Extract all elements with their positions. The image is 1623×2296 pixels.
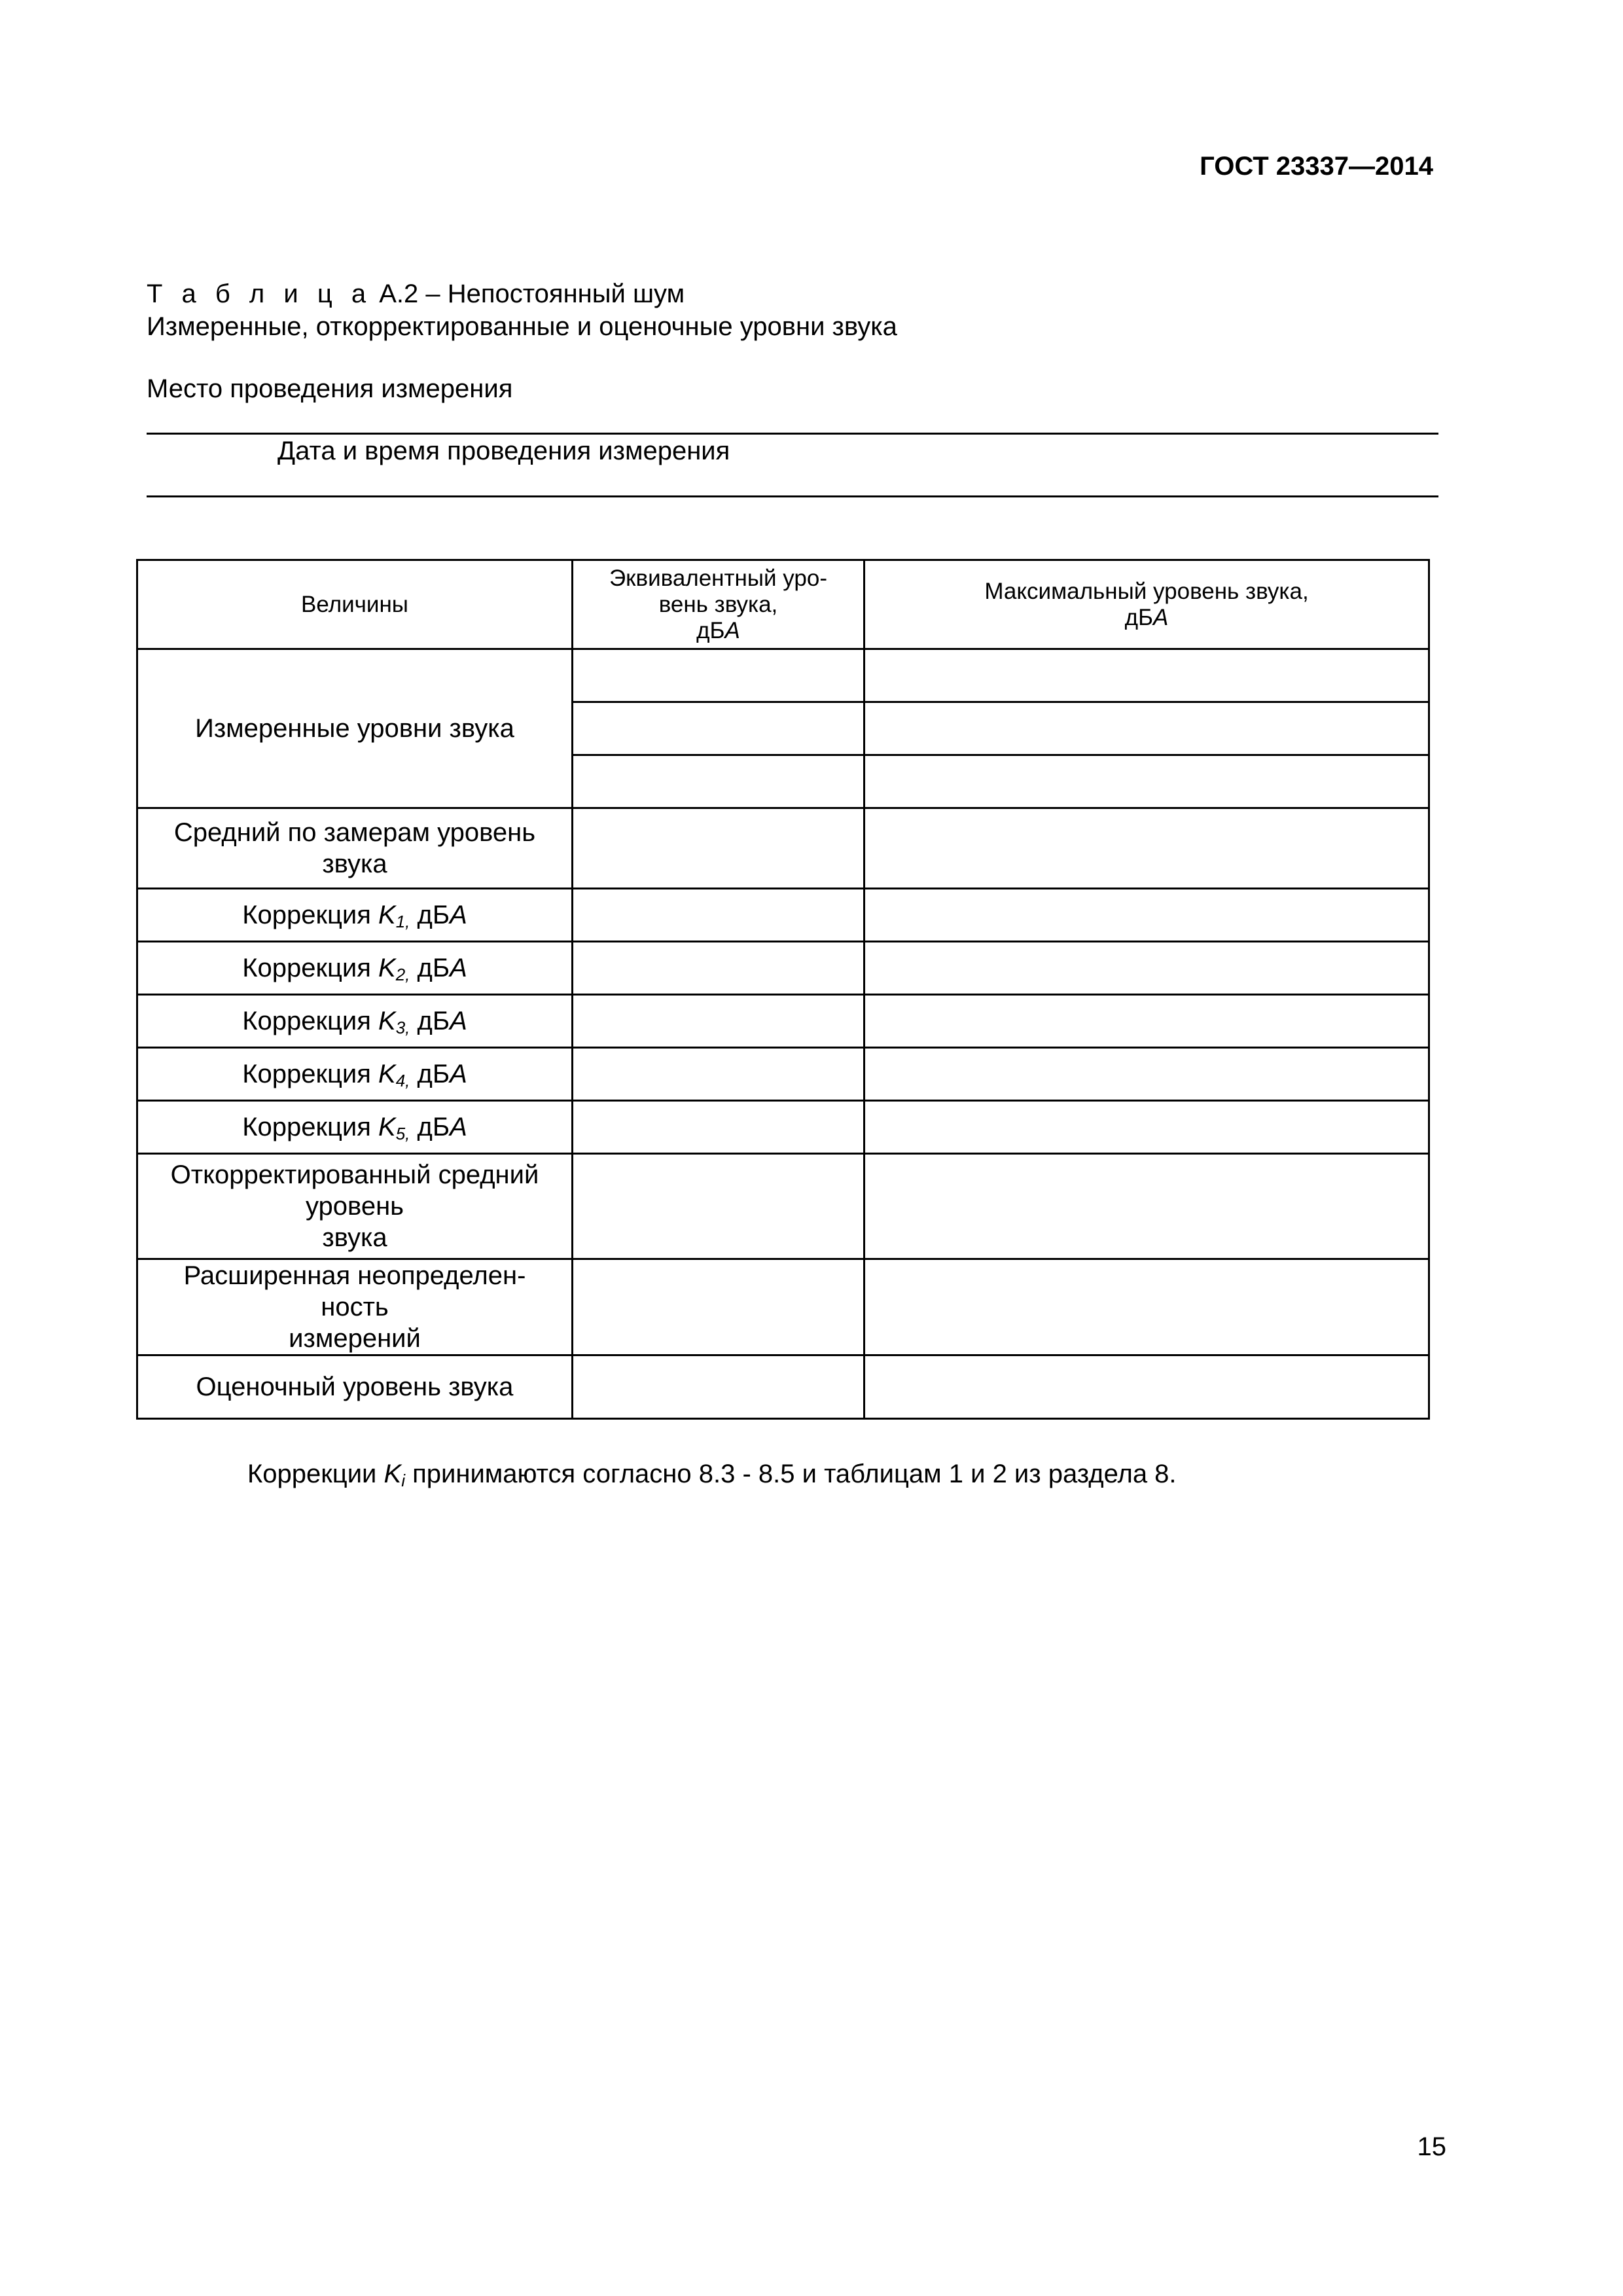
corrections-note: Коррекции $K_i$ принимаются согласно 8.3 - 8.5 и таблицам 1 и 2 из раздела 8.: [247, 1460, 1177, 1490]
uncertainty-line-1: Расширенная неопределен-: [183, 1261, 526, 1290]
table-cell: [865, 1101, 1429, 1154]
table-cell: [865, 995, 1429, 1048]
table-cell: [573, 1101, 865, 1154]
table-header-row: [137, 560, 1429, 649]
table-row: [137, 889, 1429, 942]
table-cell: [573, 808, 865, 889]
table-row: [137, 649, 1429, 702]
uncertainty-line-2: ность: [321, 1293, 389, 1321]
table-cell: [573, 889, 865, 942]
corrected-line-3: звука: [322, 1223, 387, 1252]
corrected-line-2: уровень: [305, 1192, 404, 1221]
measurement-place-label: Место проведения измерения: [147, 374, 513, 403]
average-line-1: Средний по замерам уровень: [173, 818, 536, 847]
table-row: [137, 1154, 1429, 1259]
row-label-correction-1: Коррекция $K_{1,}$ дБА: [137, 889, 573, 942]
table-cell: [865, 808, 1429, 889]
row-label-average: [137, 808, 573, 889]
caption-number: А.2: [379, 279, 419, 308]
row-label-measured: Измеренные уровни звука: [137, 649, 573, 808]
caption-title-text: – Непостоянный шум: [425, 279, 685, 308]
header-equivalent-unit: дБА: [696, 617, 740, 643]
measurement-datetime-label: Дата и время проведения измерения: [277, 437, 730, 465]
page-number: 15: [1417, 2132, 1446, 2161]
table-cell: [573, 1259, 865, 1355]
table-cell: [865, 889, 1429, 942]
table-caption: [147, 278, 1455, 343]
place-fill-line: [147, 433, 1438, 435]
row-label-uncertainty: [137, 1259, 573, 1355]
table-row: [137, 1355, 1429, 1419]
table-cell: [573, 702, 865, 755]
table-row: [137, 1259, 1429, 1355]
caption-subtitle: Измеренные, откорректированные и оценочные уровни звука: [147, 312, 897, 341]
datetime-fill-line: [147, 495, 1438, 497]
row-label-corrected-average: [137, 1154, 573, 1259]
table-cell: [573, 1355, 865, 1419]
row-label-correction-5: Коррекция $K_{5,}$ дБА: [137, 1101, 573, 1154]
header-maximum-line-1: Максимальный уровень звука,: [984, 578, 1309, 604]
table-cell: [573, 1154, 865, 1259]
row-label-correction-4: Коррекция $K_{4,}$ дБА: [137, 1048, 573, 1101]
header-maximum-unit: дБА: [1124, 604, 1169, 630]
header-equivalent-line-2: вень звука,: [658, 591, 778, 617]
average-line-2: звука: [322, 850, 387, 878]
header-quantities: Величины: [137, 560, 573, 649]
table-cell: [865, 1355, 1429, 1419]
noise-levels-table: [136, 559, 1430, 1420]
table-row: [137, 995, 1429, 1048]
table-cell: [865, 649, 1429, 702]
table-row: [137, 942, 1429, 995]
row-label-correction-3: Коррекция $K_{3,}$ дБА: [137, 995, 573, 1048]
table-cell: [573, 755, 865, 808]
header-equivalent-level: [573, 560, 865, 649]
table-cell: [865, 1154, 1429, 1259]
caption-title: [147, 278, 1455, 310]
table-cell: [865, 702, 1429, 755]
table-cell: [865, 1048, 1429, 1101]
table-cell: [865, 755, 1429, 808]
table-cell: [865, 942, 1429, 995]
row-label-correction-2: Коррекция $K_{2,}$ дБА: [137, 942, 573, 995]
corrected-line-1: Откорректированный средний: [170, 1160, 539, 1189]
standard-number: ГОСТ 23337—2014: [1200, 152, 1433, 181]
table-row: [137, 1101, 1429, 1154]
table-cell: [573, 942, 865, 995]
table-cell: [573, 1048, 865, 1101]
table-row: [137, 1048, 1429, 1101]
uncertainty-line-3: измерений: [289, 1324, 421, 1353]
caption-label: Т а б л и ц а: [147, 279, 372, 308]
row-label-rating: Оценочный уровень звука: [137, 1355, 573, 1419]
table-cell: [865, 1259, 1429, 1355]
header-equivalent-line-1: Эквивалентный уро-: [609, 565, 827, 591]
header-maximum-level: [865, 560, 1429, 649]
table-cell: [573, 995, 865, 1048]
table-row: [137, 808, 1429, 889]
table-cell: [573, 649, 865, 702]
